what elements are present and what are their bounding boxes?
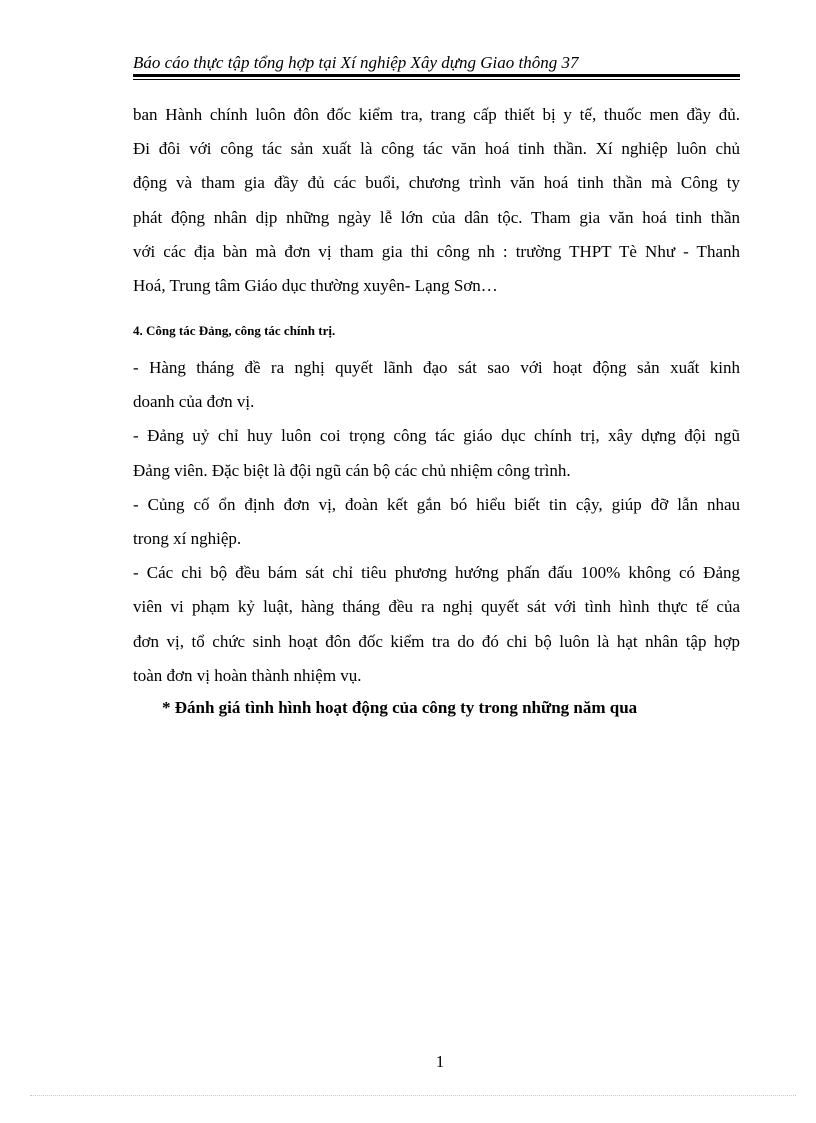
paragraph-line: - Đảng uỷ chỉ huy luôn coi trọng công tác giáo dục chính trị, xây dựng đội ngũ — [133, 426, 740, 446]
paragraph-line: toàn đơn vị hoàn thành nhiệm vụ. — [133, 665, 362, 685]
paragraph-line: ban Hành chính luôn đôn đốc kiểm tra, trang cấp thiết bị y tế, thuốc men đầy đủ. — [133, 105, 740, 124]
paragraph-line: động và tham gia đầy đủ các buổi, chương trình văn hoá tinh thần mà Công ty — [133, 173, 740, 193]
paragraph-line: với các địa bàn mà đơn vị tham gia thi công nh : trường THPT Tè Như - Thanh — [133, 241, 740, 261]
paragraph-line: đơn vị, tổ chức sinh hoạt đôn đốc kiểm tra do đó chi bộ luôn là hạt nhân tập hợp — [133, 631, 740, 651]
paragraph-line: - Hàng tháng đề ra nghị quyết lãnh đạo sát sao với hoạt động sản xuất kinh — [133, 358, 740, 377]
footer-dotted-rule — [30, 1095, 796, 1096]
page-number: 1 — [435, 1052, 445, 1071]
paragraph-line: trong xí nghiệp. — [133, 529, 242, 549]
header-rule-thin — [133, 79, 740, 80]
paragraph-line: doanh của đơn vị. — [133, 392, 255, 412]
section-heading: 4. Công tác Đảng, công tác chính trị. — [133, 323, 336, 338]
paragraph-culture — [133, 98, 740, 303]
paragraph-line: Đảng viên. Đặc biệt là đội ngũ cán bộ các chủ nhiệm công trình. — [133, 460, 571, 480]
paragraph-line: phát động nhân dịp những ngày lễ lớn của dân tộc. Tham gia văn hoá tinh thần — [133, 207, 740, 227]
paragraph-line: viên vi phạm kỷ luật, hàng tháng đều ra nghị quyết sát với tình hình thực tế của — [133, 597, 740, 617]
running-header: Báo cáo thực tập tổng hợp tại Xí nghiệp Xây dựng Giao thông 37 — [133, 53, 579, 72]
paragraph-line: Hoá, Trung tâm Giáo dục thường xuyên- Lạng Sơn… — [133, 276, 498, 296]
paragraph-party-work — [133, 351, 740, 693]
paragraph-line: - Các chi bộ đều bám sát chỉ tiêu phương hướng phấn đấu 100% không có Đảng — [133, 563, 740, 583]
paragraph-line: Đi đôi với công tác sản xuất là công tác văn hoá tinh thần. Xí nghiệp luôn chủ — [133, 139, 740, 159]
evaluation-heading: * Đánh giá tình hình hoạt động của công ty trong những năm qua — [162, 698, 638, 717]
header-rule-thick — [133, 74, 740, 77]
paragraph-line: - Củng cố ổn định đơn vị, đoàn kết gắn bó hiểu biết tin cậy, giúp đỡ lẫn nhau — [133, 494, 740, 514]
